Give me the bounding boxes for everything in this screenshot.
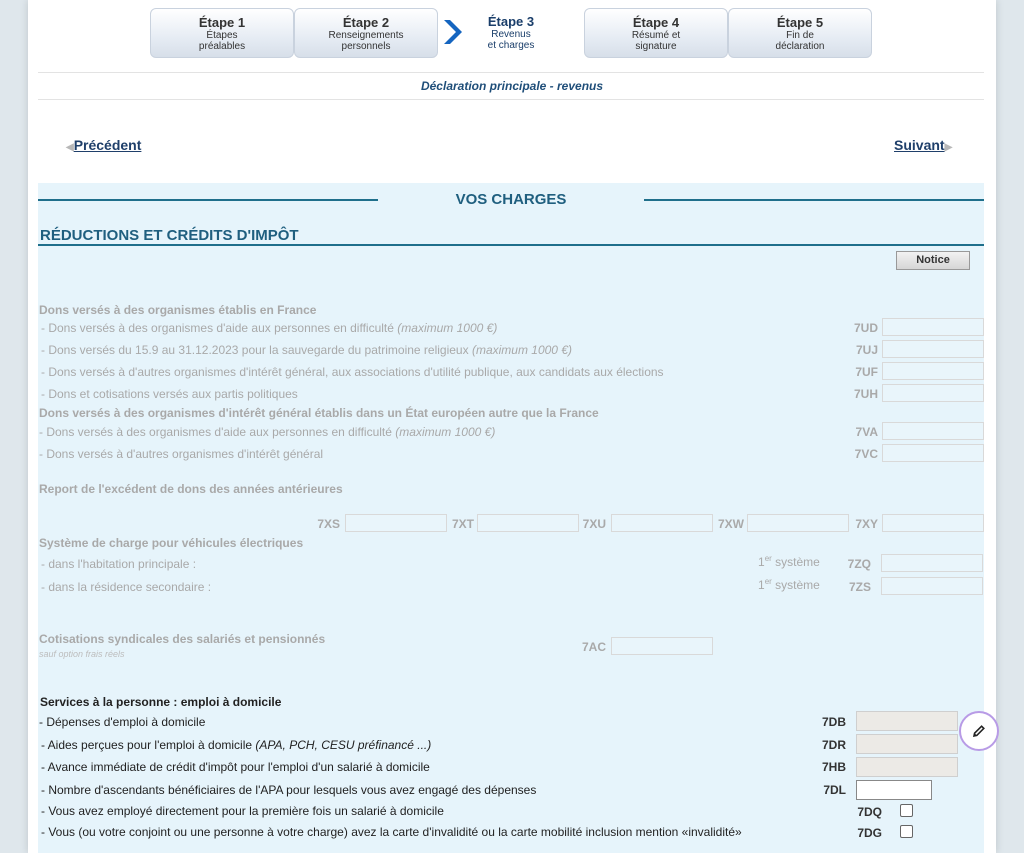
label-text: - Dons versés du 15.9 au 31.12.2023 pour la sauvegarde du patrimoine religieux [41,343,469,357]
step-sub: Revenus [491,29,531,40]
field-label: - Vous avez employé directement pour la première fois un salarié à domicile [41,804,444,818]
field-label: - dans la résidence secondaire : [41,580,212,594]
subsection-title: RÉDUCTIONS ET CRÉDITS D'IMPÔT [40,227,299,244]
step-2[interactable] [294,8,438,58]
label-text: - Dons versés à d'autres organismes d'intérêt général, aux associations d'utilité publique, aux candidats aux élections [41,365,664,379]
field-code: 7DR [821,738,846,752]
field-7uf[interactable] [882,362,984,380]
field-7ac[interactable] [611,637,713,655]
field-code: 7AC [581,640,606,654]
field-label: - Vous (ou votre conjoint ou une personne à votre charge) avez la carte d'invalidité ou la carte mobilité inclusion mention «invalidité» [41,825,742,839]
field-7xs[interactable] [345,514,447,532]
field-code: 7DG [857,826,882,840]
field-code: 7XY [855,517,878,531]
field-label [41,365,664,379]
step-sub: préalables [198,41,246,52]
checkbox-7dg[interactable] [900,825,913,838]
system-text: système [775,555,820,569]
field-label: - Nombre d'ascendants bénéficiaires de l'APA pour lesquels vous avez engagé des dépenses [41,783,537,797]
cotisations-note: sauf option frais réels [39,649,125,659]
vehicules-heading: Système de charge pour véhicules électriques [39,536,304,550]
previous-link[interactable] [66,137,141,153]
notice-button[interactable]: Notice [896,251,970,270]
report-heading: Report de l'excédent de dons des années antérieures [39,482,343,496]
section-title: VOS CHARGES [455,191,567,208]
page [28,0,996,853]
field-7vc[interactable] [882,444,984,462]
field-code: 7UD [853,321,878,335]
step-1[interactable] [150,8,294,58]
field-label [39,447,323,461]
field-code: 7VA [855,425,878,439]
field-7xt[interactable] [477,514,579,532]
field-code: 7XT [451,517,474,531]
cotisations-heading: Cotisations syndicales des salariés et pensionnés [39,632,326,646]
step-3 [440,8,582,56]
field-label [41,321,497,335]
declaration-title: Déclaration principale - revenus [420,79,604,93]
step-title: Étape 1 [198,15,246,30]
label-note: (maximum 1000 €) [471,343,572,357]
field-7va[interactable] [882,422,984,440]
system-sup: er [764,554,772,563]
system-number: 1 [758,555,765,569]
step-title: Étape 4 [632,15,680,30]
label-note: (maximum 1000 €) [397,321,498,335]
dons-europe-heading: Dons versés à des organismes d'intérêt général établis dans un État européen autre que la France [39,406,599,420]
previous-label: Précédent [73,137,142,153]
system-label [758,577,820,592]
subsection-rule [38,244,984,246]
field-label [41,343,572,357]
field-code: 7XW [717,517,744,531]
field-code: 7XU [582,517,606,531]
system-label [758,554,820,569]
field-code: 7DB [821,715,846,729]
step-title: Étape 5 [776,15,824,30]
step-sub: Étapes [206,30,238,41]
field-7dr[interactable] [856,734,958,754]
field-code: 7UF [855,365,878,379]
next-link[interactable] [894,137,952,153]
next-label: Suivant [894,137,945,153]
system-sup: er [764,577,772,586]
divider [38,72,984,73]
step-sub: Résumé et [631,30,681,41]
field-code: 7ZS [848,580,871,594]
field-7uh[interactable] [882,384,984,402]
step-sub: déclaration [775,41,825,52]
field-label [39,425,495,439]
label-text: - Dons versés à des organismes d'aide aux personnes en difficulté [39,425,392,439]
field-label [41,387,298,401]
pencil-icon [972,724,986,738]
field-7dl[interactable] [856,780,932,800]
label-note: (maximum 1000 €) [395,425,496,439]
step-sub: Fin de [786,30,814,41]
label-text: - Dons versés à d'autres organismes d'intérêt général [39,447,324,461]
field-7uj[interactable] [882,340,984,358]
field-7xu[interactable] [611,514,713,532]
field-7hb[interactable] [856,757,958,777]
field-label [41,738,431,752]
field-label: - Avance immédiate de crédit d'impôt pour l'emploi d'un salarié à domicile [41,760,430,774]
divider [38,99,984,100]
step-title: Étape 2 [342,15,390,30]
step-title: Étape 3 [487,14,535,29]
label-text: - Aides perçues pour l'emploi à domicile [41,738,253,752]
edit-button[interactable] [959,711,999,751]
system-number: 1 [758,578,765,592]
field-code: 7ZQ [847,557,871,571]
field-label: - Dépenses d'emploi à domicile [39,715,206,729]
triangle-left-icon: ◀ [66,142,74,153]
triangle-right-icon: ▶ [944,142,953,153]
step-5[interactable] [728,8,872,58]
field-code: 7DQ [857,805,882,819]
dons-france-heading: Dons versés à des organismes établis en France [39,303,317,317]
checkbox-7dq[interactable] [900,804,913,817]
step-sub: personnels [341,41,391,52]
step-4[interactable] [584,8,728,58]
field-code: 7DL [823,783,846,797]
field-7zs[interactable] [881,577,983,595]
system-text: système [775,578,820,592]
field-7xw[interactable] [747,514,849,532]
field-code: 7VC [854,447,878,461]
charges-section [38,183,984,853]
services-heading: Services à la personne : emploi à domicile [40,695,282,709]
field-7xy[interactable] [882,514,984,532]
field-7zq[interactable] [881,554,983,572]
step-sub: signature [635,41,677,52]
field-code: 7XS [317,517,340,531]
step-sub: et charges [487,40,535,51]
field-7ud[interactable] [882,318,984,336]
label-text: - Dons et cotisations versés aux partis politiques [41,387,298,401]
field-7db[interactable] [856,711,958,731]
field-code: 7HB [821,760,846,774]
step-sub: Renseignements [328,30,404,41]
label-text: - Dons versés à des organismes d'aide aux personnes en difficulté [41,321,394,335]
field-code: 7UH [853,387,878,401]
label-note: (APA, PCH, CESU préfinancé ...) [255,738,432,752]
field-label: - dans l'habitation principale : [41,557,197,571]
field-code: 7UJ [855,343,878,357]
